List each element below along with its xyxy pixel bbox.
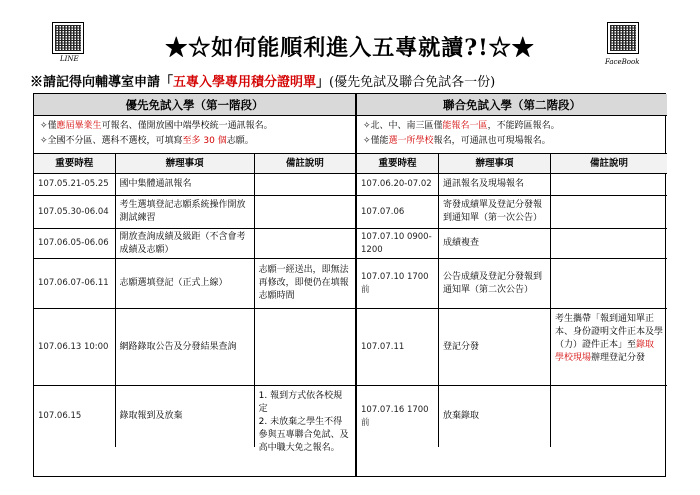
row-date: 107.05.30-06.04 [34,196,116,228]
row-date: 107.07.06 [357,196,439,228]
row-note-text: 考生攜帶「報到通知單正本、身份證明文件正本及學（力）證件正本」至 [555,314,664,350]
col-header-schedule: 重要時程 [34,154,116,173]
row-note [255,386,355,453]
priority-column-headers [34,154,355,174]
priority-admission-section [34,94,357,476]
subtitle-prefix: ※請記得向輔導室申請「 [30,75,174,90]
priority-heading: 優先免試入學（第一階段） [34,94,355,116]
row-date: 107.06.15 [34,386,116,447]
joint-heading: 聯合免試入學（第二階段） [357,94,667,116]
col-header-item: 辦理事項 [116,154,255,173]
row-item: 網路錄取公告及分發結果查詢 [116,309,255,385]
row-note-line-1: 1. 報到方式依各校規定 [258,391,343,414]
col-header-remark: 備註說明 [285,158,324,169]
row-date: 107.06.07-06.11 [34,259,116,308]
priority-note-2: ✧全國不分區、選科不選校，可填寫至多 30 個志願。 [40,136,254,146]
row-note-text-end: 辦理登記分發 [591,353,646,363]
table-row [34,174,355,196]
table-row [357,229,667,259]
row-note [255,309,355,385]
row-date: 107.06.13 10:00 [34,309,116,385]
subtitle [30,71,680,90]
row-item: 錄取報到及放棄 [116,386,255,447]
joint-note-1: ✧北、中、南三區僅能報名一區，不能跨區報名。 [363,121,560,131]
line-label: LINE [60,55,79,63]
row-date: 107.07.16 1700 前 [357,386,439,447]
row-note-highlight: 錄取學校現場 [555,340,655,363]
row-date: 107.07.10 1700 前 [357,259,439,308]
row-item: 考生選填登記志願系統操作開放測試練習 [116,196,255,228]
row-note: 志願一經送出，即無法再修改，即便仍在填報志願時間 [258,265,349,301]
row-date: 107.06.05-06.06 [34,229,116,258]
row-date: 107.05.21-05.25 [34,174,116,195]
row-item: 寄發成績單及登記分發報到通知單（第一次公告） [439,196,551,228]
row-item: 公告成績及登記分發報到通知單（第二次公告） [439,259,551,308]
priority-note-1: ✧僅應屆畢業生可報名、僅開放國中端學校統一通訊報名。 [40,121,273,131]
col-header-item: 辦理事項 [439,154,551,173]
row-item: 放棄錄取 [439,386,551,447]
row-item: 登記分發 [439,309,551,385]
priority-notes [34,116,355,154]
row-note-line-2: 2. 未放棄之學生不得參與五專聯合免試、及高中職大免之報名。 [258,417,349,453]
table-row [34,309,355,386]
page-title: ★☆如何能順利進入五專就讀?!☆★ [165,35,535,61]
row-note [551,174,667,195]
row-note [551,229,667,258]
table-row [34,386,355,453]
table-row [357,309,667,386]
table-row [34,196,355,229]
row-note [551,309,667,385]
row-date: 107.06.20-07.02 [357,174,439,195]
row-item: 通訊報名及現場報名 [439,174,551,195]
row-item: 成績複查 [439,229,551,258]
table-row [357,174,667,196]
row-item: 開放查詢成績及級距（不含會考成績及志願） [116,229,255,258]
joint-admission-section [357,94,667,476]
table-row [34,259,355,309]
row-note [255,229,355,258]
row-item: 志願選填登記（正式上線） [116,259,255,308]
col-header-schedule: 重要時程 [357,154,439,173]
subtitle-note: (優先免試及聯合免試各一份) [329,75,496,90]
admission-table [33,93,666,477]
row-item: 國中集體通訊報名 [116,174,255,195]
row-date: 107.07.11 [357,309,439,385]
table-row [357,386,667,447]
row-note [255,196,355,228]
joint-note-2: ✧僅能選一所學校報名，可通訊也可現場報名。 [363,136,551,146]
facebook-label: FaceBook [605,58,640,66]
row-note [551,259,667,308]
table-row [357,196,667,229]
row-note [255,174,355,195]
joint-notes [357,116,667,154]
row-note [551,196,667,228]
subtitle-highlight: 五專入學專用積分證明單 [173,75,317,90]
table-row [357,259,667,309]
row-note [551,386,667,447]
subtitle-suffix: 」 [316,75,330,90]
joint-column-headers [357,154,667,174]
row-date: 107.07.10 0900-1200 [357,229,439,258]
col-header-remark: 備註說明 [589,158,628,169]
table-row [34,229,355,259]
